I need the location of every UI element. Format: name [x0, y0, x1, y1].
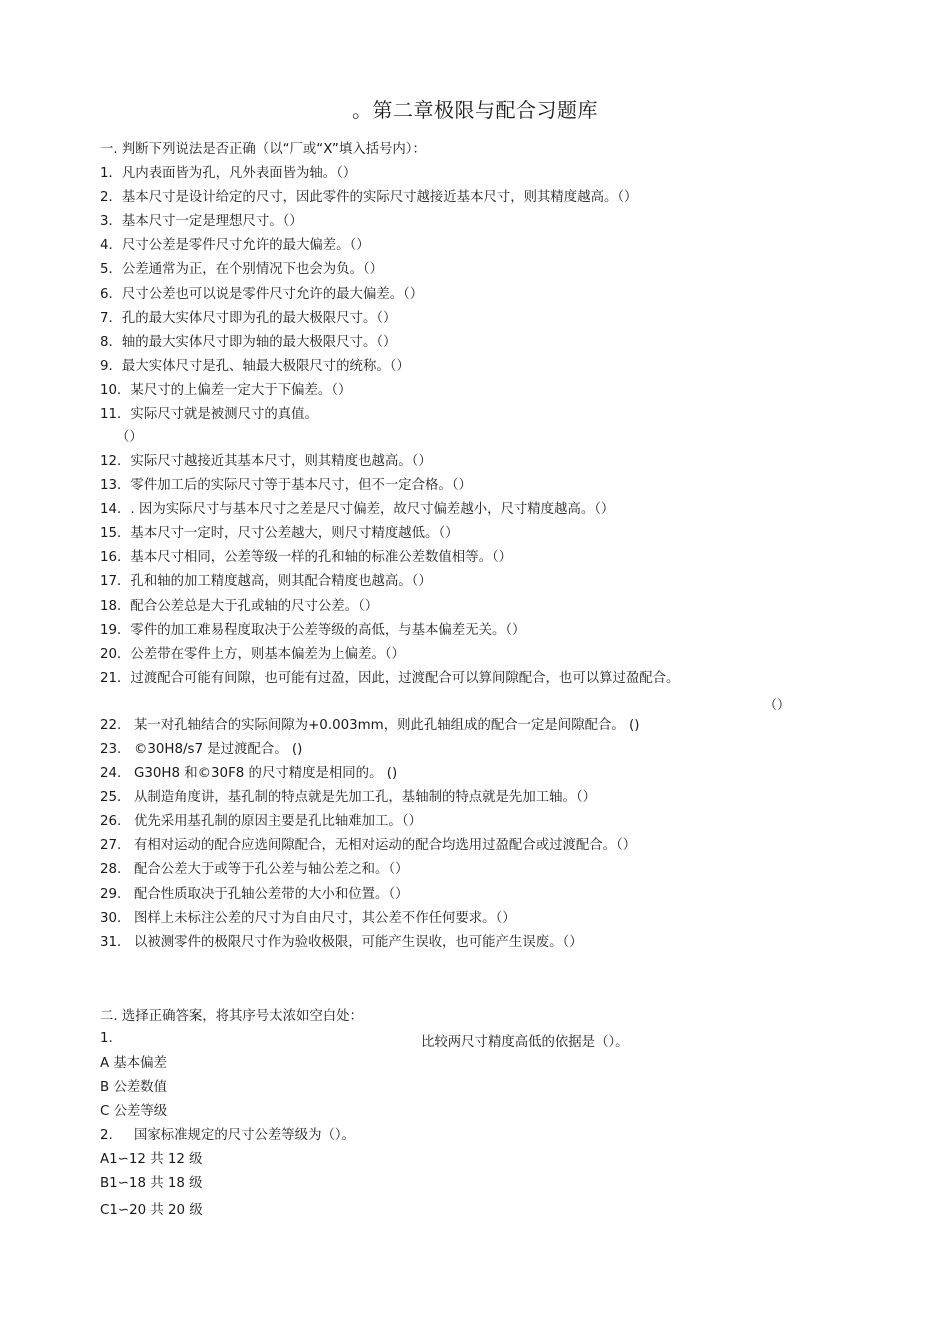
list-item: 20．公差带在零件上方，则基本偏差为上偏差。（）	[100, 647, 405, 662]
item-text: 配合公差大于或等于孔公差与轴公差之和。（）	[134, 862, 409, 877]
list-item: 21．过渡配合可能有间隙，也可能有过盈，因此，过渡配合可以算间隙配合，也可以算过盈配合。	[100, 671, 680, 686]
list-item: 16．基本尺寸相同，公差等级一样的孔和轴的标准公差数值相等。（）	[100, 550, 513, 565]
item-number: 28.	[100, 862, 122, 877]
option-item: C1∽20 共 20 级	[100, 1203, 203, 1218]
item-number: 25.	[100, 790, 122, 805]
item-text: 有相对运动的配合应选间隙配合，无相对运动的配合均选用过盈配合或过渡配合。（）	[134, 838, 637, 853]
list-item: 13．零件加工后的实际尺寸等于基本尺寸，但不一定合格。（）	[100, 478, 472, 493]
list-item: 1．凡内表面皆为孔，凡外表面皆为轴。（）	[100, 166, 357, 181]
list-item: 12．实际尺寸越接近其基本尺寸，则其精度也越高。（）	[100, 454, 432, 469]
item-number: 27.	[100, 838, 122, 853]
list-item: 9．最大实体尺寸是孔、轴最大极限尺寸的统称。（）	[100, 359, 410, 374]
list-item: 4．尺寸公差是零件尺寸允许的最大偏差。（）	[100, 238, 370, 253]
option-item: A 基本偏差	[100, 1056, 167, 1071]
page-title: 。第二章极限与配合习题库	[352, 98, 598, 122]
section1-heading: 一. 判断下列说法是否正确（以“厂或“X”填入括号内）：	[100, 142, 426, 157]
item-number: 24.	[100, 766, 122, 781]
item-text: 以被测零件的极限尺寸作为验收极限，可能产生误收，也可能产生误废。（）	[134, 935, 583, 950]
question-text: 比较两尺寸精度高低的依据是（）。	[421, 1035, 629, 1050]
list-item	[100, 886, 409, 904]
list-item	[100, 910, 516, 928]
item-number: 23.	[100, 742, 122, 757]
list-item: 2．基本尺寸是设计给定的尺寸，因此零件的实际尺寸越接近基本尺寸，则其精度越高。（）	[100, 190, 638, 205]
section2-heading: 二. 选择正确答案，将其序号太浓如空白处：	[100, 1009, 363, 1024]
list-item: 18．配合公差总是大于孔或轴的尺寸公差。（）	[100, 599, 379, 614]
list-item	[100, 813, 422, 831]
question-number: 1.	[100, 1031, 113, 1046]
list-item: 19．零件的加工难易程度取决于公差等级的高低，与基本偏差无关。（）	[100, 623, 526, 638]
list-item: 10．某尺寸的上偏差一定大于下偏差。（）	[100, 383, 352, 398]
item-number: 29.	[100, 887, 122, 902]
list-item	[100, 861, 409, 879]
item-number: 30.	[100, 911, 122, 926]
list-item	[100, 741, 302, 759]
list-item: 5．公差通常为正，在个别情况下也会为负。（）	[100, 262, 384, 277]
list-item: 11．实际尺寸就是被测尺寸的真值。	[100, 407, 318, 422]
list-item: 14．. 因为实际尺寸与基本尺寸之差是尺寸偏差，故尺寸偏差越小，尺寸精度越高。（）	[100, 502, 615, 517]
option-item: B1∽18 共 18 级	[100, 1176, 203, 1191]
item-text: ©30H8/s7 是过渡配合。 ()	[134, 742, 303, 757]
question-text: 国家标准规定的尺寸公差等级为（）。	[134, 1128, 355, 1143]
item-text: 图样上未标注公差的尺寸为自由尺寸，其公差不作任何要求。（）	[134, 911, 516, 926]
list-item	[100, 837, 636, 855]
question-item	[100, 1127, 355, 1145]
item-number: 22.	[100, 718, 122, 733]
list-item: 8．轴的最大实体尺寸即为轴的最大极限尺寸。（）	[100, 335, 397, 350]
option-item: A1∽12 共 12 级	[100, 1152, 203, 1167]
list-item	[100, 789, 596, 807]
question-number: 2.	[100, 1128, 113, 1143]
list-item	[100, 765, 397, 783]
list-item: 17．孔和轴的加工精度越高，则其配合精度也越高。（）	[100, 574, 432, 589]
list-item: 15．基本尺寸一定时，尺寸公差越大，则尺寸精度越低。（）	[100, 526, 459, 541]
item-text: 配合性质取决于孔轴公差带的大小和位置。（）	[134, 887, 409, 902]
list-item	[100, 934, 583, 952]
option-item: B 公差数值	[100, 1080, 168, 1095]
item-text: G30H8 和©30F8 的尺寸精度是相同的。 ()	[134, 766, 398, 781]
item-text: 优先采用基孔制的原因主要是孔比轴难加工。（）	[134, 814, 422, 829]
item-text: 从制造角度讲，基孔制的特点就是先加工孔，基轴制的特点就是先加工轴。（）	[134, 790, 596, 805]
item-number: 31.	[100, 935, 122, 950]
list-item-paren: （）	[764, 698, 791, 713]
option-item: C 公差等级	[100, 1104, 168, 1119]
list-item-paren: （）	[116, 430, 143, 445]
list-item	[100, 717, 639, 735]
list-item: 7．孔的最大实体尺寸即为孔的最大极限尺寸。（）	[100, 311, 397, 326]
item-text: 某一对孔轴结合的实际间隙为+0.003mm，则此孔轴组成的配合一定是间隙配合。 ()	[134, 718, 640, 733]
list-item: 6．尺寸公差也可以说是零件尺寸允许的最大偏差。（）	[100, 287, 424, 302]
list-item: 3．基本尺寸一定是理想尺寸。（）	[100, 214, 303, 229]
item-number: 26.	[100, 814, 122, 829]
